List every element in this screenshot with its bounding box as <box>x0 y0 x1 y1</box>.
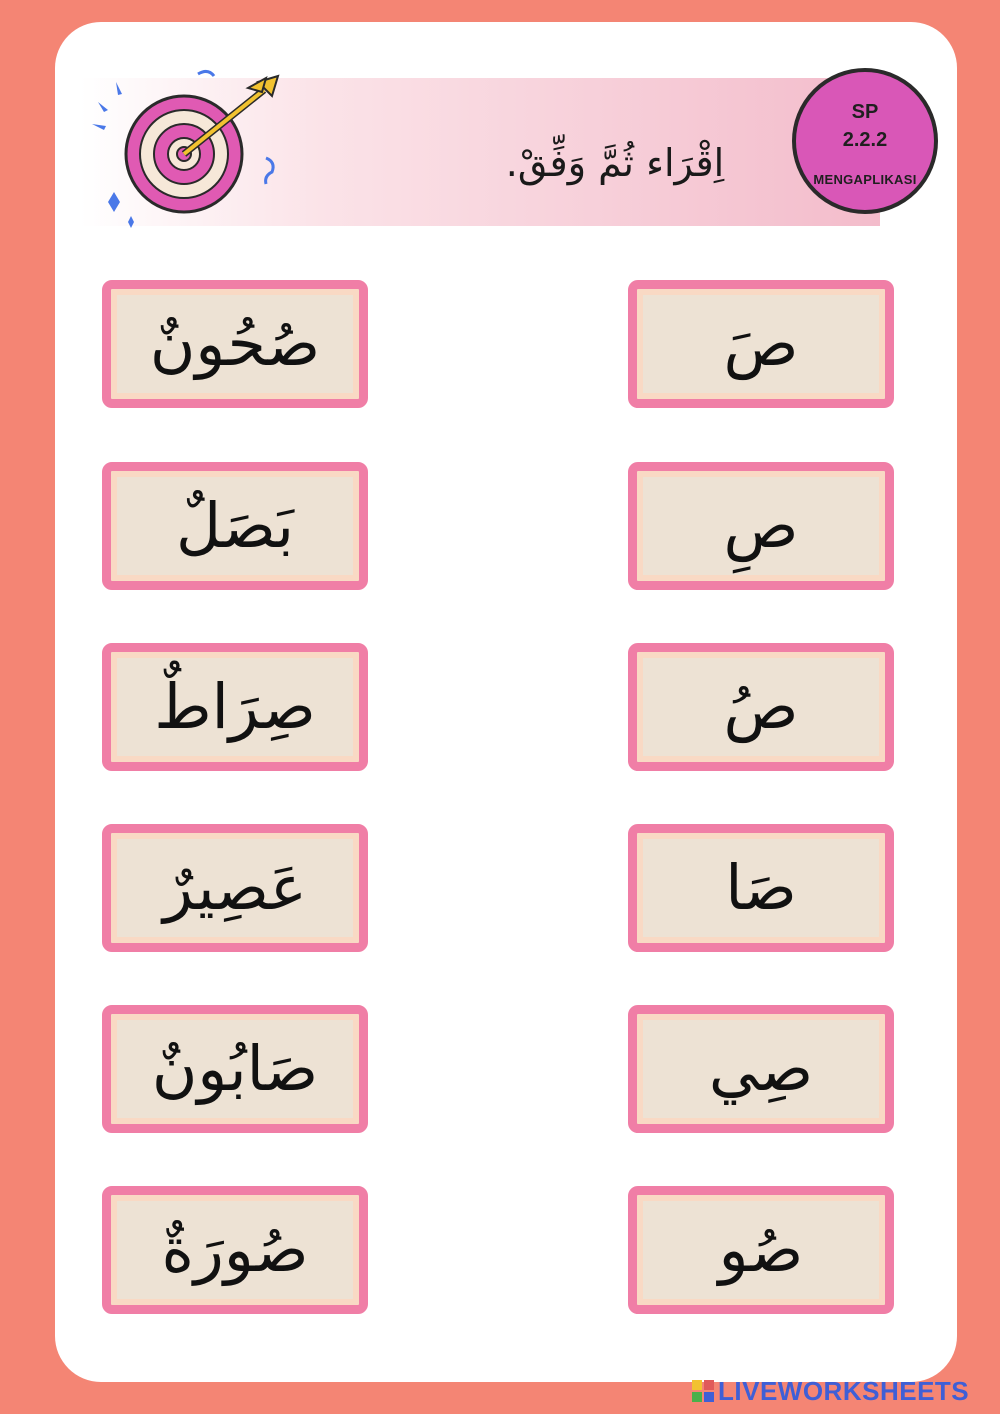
syllable-card-5[interactable] <box>628 1005 894 1133</box>
word-text: صَابُونٌ <box>151 1032 319 1105</box>
syllable-card-3[interactable] <box>628 643 894 771</box>
syllable-text: صُو <box>718 1213 804 1286</box>
standard-badge <box>792 68 942 218</box>
word-card-5[interactable] <box>102 1005 368 1133</box>
instruction-text: اِقْرَاء ثُمَّ وَفِّقْ. <box>505 141 725 185</box>
syllable-card-2[interactable] <box>628 462 894 590</box>
syllable-card-1[interactable] <box>628 280 894 408</box>
target-arrow-icon <box>88 62 288 242</box>
word-card-2[interactable] <box>102 462 368 590</box>
badge-code: 2.2.2 <box>842 129 888 151</box>
word-card-6[interactable] <box>102 1186 368 1314</box>
syllable-text: صَا <box>725 851 797 924</box>
badge-level: MENGAPLIKASI <box>813 172 917 187</box>
syllable-text: صُ <box>723 670 799 743</box>
badge-sp: SP <box>851 101 879 123</box>
liveworksheets-brand[interactable] <box>692 1376 969 1406</box>
word-card-1[interactable] <box>102 280 368 408</box>
word-card-3[interactable] <box>102 643 368 771</box>
syllable-text: صِ <box>723 489 799 562</box>
brand-name: LIVEWORKSHEETS <box>718 1375 970 1406</box>
syllable-text: صِي <box>708 1032 814 1105</box>
syllable-card-6[interactable] <box>628 1186 894 1314</box>
syllable-text: صَ <box>723 307 799 380</box>
word-text: صِرَاطٌ <box>154 670 316 743</box>
word-text: بَصَلٌ <box>176 489 294 562</box>
word-text: عَصِيرٌ <box>163 851 307 924</box>
word-text: صُحُونٌ <box>149 307 321 380</box>
word-card-4[interactable] <box>102 824 368 952</box>
word-text: صُورَةٌ <box>161 1213 309 1286</box>
syllable-card-4[interactable] <box>628 824 894 952</box>
liveworksheets-logo-icon <box>692 1380 714 1402</box>
